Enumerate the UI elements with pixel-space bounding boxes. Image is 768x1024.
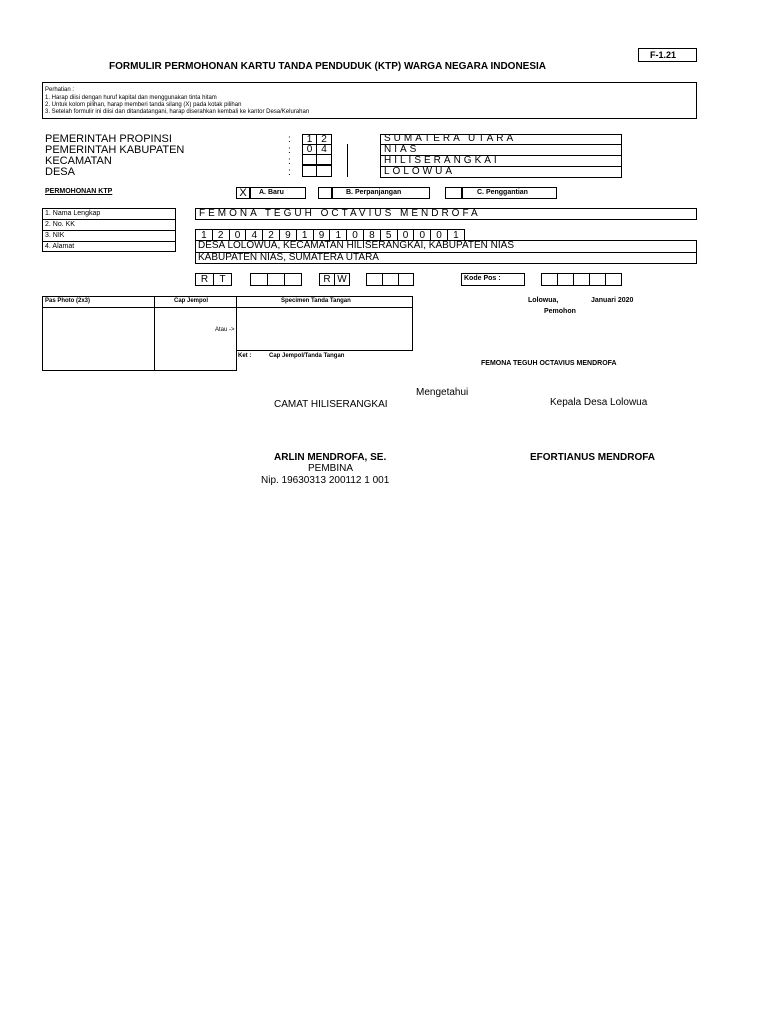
photo-header-divider: [154, 296, 155, 308]
region-value-kecamatan[interactable]: HILISERANGKAI: [384, 155, 500, 166]
field-label-divider: [42, 219, 176, 220]
nik-digit-cell[interactable]: 9: [313, 229, 331, 241]
cap-jempol-area[interactable]: [154, 307, 237, 371]
field-label-divider: [42, 230, 176, 231]
camat-name: ARLIN MENDROFA, SE.: [274, 452, 387, 463]
rw-input-cell[interactable]: [398, 273, 414, 286]
rw-input-cell[interactable]: [366, 273, 383, 286]
option-checkbox-perpanjangan[interactable]: [318, 187, 332, 199]
atau-label: Atau ->: [215, 327, 235, 333]
region-label-kecamatan: KECAMATAN: [45, 155, 112, 167]
rw-input-cell[interactable]: [382, 273, 399, 286]
region-label-propinsi: PEMERINTAH PROPINSI: [45, 133, 172, 145]
region-label-kabupaten: PEMERINTAH KABUPATEN: [45, 144, 185, 156]
mengetahui-label: Mengetahui: [416, 387, 469, 398]
nik-digit-cell[interactable]: 8: [363, 229, 381, 241]
nik-digit-cell[interactable]: 1: [447, 229, 465, 241]
region-label-desa: DESA: [45, 166, 75, 178]
camat-nip: Nip. 19630313 200112 1 001: [261, 475, 390, 486]
kode-pos-cell[interactable]: [605, 273, 622, 286]
ket-value: Cap Jempol/Tanda Tangan: [269, 353, 345, 359]
notes-item-3: 3. Setelah formulir ini diisi dan ditandatangani, harap diserahkan kembali ke kantor Desa/Kelurahan: [45, 109, 310, 115]
specimen-label: Specimen Tanda Tangan: [281, 298, 351, 304]
option-label-perpanjangan: B. Perpanjangan: [346, 189, 402, 196]
nik-digit-cell[interactable]: 1: [296, 229, 314, 241]
kode-pos-cell[interactable]: [589, 273, 606, 286]
permohonan-label: PERMOHONAN KTP: [45, 188, 113, 195]
kepala-desa-title: Kepala Desa Lolowua: [550, 397, 648, 408]
nik-digit-cell[interactable]: 2: [212, 229, 230, 241]
field-label-nik: 3. NIK: [45, 232, 65, 239]
rt-input-cell[interactable]: [284, 273, 302, 286]
camat-title: CAMAT HILISERANGKAI: [274, 399, 388, 410]
rt-letter-cell: T: [213, 273, 232, 286]
pas-photo-label: Pas Photo (2x3): [45, 298, 91, 304]
nik-digit-cell[interactable]: 1: [329, 229, 347, 241]
region-code-cell[interactable]: 1: [302, 134, 317, 145]
nik-digit-cell[interactable]: 9: [279, 229, 297, 241]
rt-letter-cell: R: [195, 273, 214, 286]
kepala-desa-name: EFORTIANUS MENDROFA: [530, 452, 655, 463]
rt-input-cell[interactable]: [250, 273, 268, 286]
pas-photo-area[interactable]: [42, 307, 155, 371]
alamat-line-2: KABUPATEN NIAS, SUMATERA UTARA: [198, 252, 379, 263]
kode-pos-cell[interactable]: [573, 273, 590, 286]
rt-input-cell[interactable]: [267, 273, 285, 286]
notes-item-1: 1. Harap diisi dengan huruf kapital dan menggunakan tinta hitam: [45, 95, 217, 101]
field-label-nama: 1. Nama Lengkap: [45, 210, 101, 217]
applicant-role: Pemohon: [544, 308, 576, 315]
nik-digit-cell[interactable]: 0: [346, 229, 364, 241]
option-label-baru: A. Baru: [259, 189, 284, 196]
region-code-divider: [347, 144, 348, 177]
option-label-penggantian: C. Penggantian: [477, 189, 528, 196]
kode-pos-label: Kode Pos :: [464, 275, 501, 282]
region-value-desa[interactable]: LOLOWUA: [384, 166, 456, 177]
nik-digit-cell[interactable]: 1: [195, 229, 213, 241]
alamat-line-1: DESA LOLOWUA, KECAMATAN HILISERANGKAI, KABUPATEN NIAS: [198, 240, 515, 251]
region-colon-3: :: [288, 156, 291, 167]
nik-digit-cell[interactable]: 0: [413, 229, 431, 241]
form-code: F-1.21: [650, 50, 677, 60]
form-title: FORMULIR PERMOHONAN KARTU TANDA PENDUDUK (KTP) WARGA NEGARA INDONESIA: [109, 61, 547, 72]
field-label-alamat: 4. Alamat: [45, 243, 75, 250]
nama-value: FEMONA TEGUH OCTAVIUS MENDROFA: [199, 208, 481, 219]
field-label-kk: 2. No. KK: [45, 221, 75, 228]
notes-heading: Perhatian :: [45, 87, 75, 93]
rw-letter-cell: W: [334, 273, 350, 286]
region-value-propinsi[interactable]: SUMATERA UTARA: [384, 133, 517, 144]
region-code-cell[interactable]: [316, 165, 332, 177]
region-code-cell[interactable]: 4: [316, 144, 332, 155]
option-checkbox-penggantian[interactable]: [445, 187, 462, 199]
region-value-kabupaten[interactable]: NIAS: [384, 144, 420, 155]
ket-label: Ket :: [238, 353, 252, 359]
applicant-date: Januari 2020: [591, 297, 634, 304]
notes-item-2: 2. Untuk kolom pilihan, harap memberi tanda silang (X) pada kotak pilihan: [45, 102, 242, 108]
specimen-signature-area[interactable]: [236, 307, 413, 351]
applicant-name: FEMONA TEGUH OCTAVIUS MENDROFA: [481, 360, 617, 367]
region-code-cell[interactable]: [316, 154, 332, 165]
kode-pos-cell[interactable]: [557, 273, 574, 286]
region-code-cell[interactable]: 2: [316, 134, 332, 145]
nik-digit-cell[interactable]: 0: [397, 229, 415, 241]
region-colon-1: :: [288, 134, 291, 145]
nik-digit-cell[interactable]: 4: [245, 229, 263, 241]
field-label-divider: [42, 241, 176, 242]
nik-digit-cell[interactable]: 0: [430, 229, 448, 241]
kode-pos-cell[interactable]: [541, 273, 558, 286]
rw-letter-cell: R: [319, 273, 335, 286]
region-code-cell[interactable]: 0: [302, 144, 317, 155]
option-checkbox-baru[interactable]: X: [236, 187, 250, 199]
region-colon-4: :: [288, 167, 291, 178]
region-code-cell[interactable]: [302, 154, 317, 165]
cap-jempol-label: Cap Jempol: [174, 298, 209, 304]
nik-digit-cell[interactable]: 2: [262, 229, 280, 241]
applicant-place: Lolowua,: [528, 297, 559, 304]
nik-digit-cell[interactable]: 0: [229, 229, 247, 241]
camat-rank: PEMBINA: [308, 463, 354, 474]
nik-digit-cell[interactable]: 5: [380, 229, 398, 241]
region-code-cell[interactable]: [302, 165, 317, 177]
region-colon-2: :: [288, 145, 291, 156]
